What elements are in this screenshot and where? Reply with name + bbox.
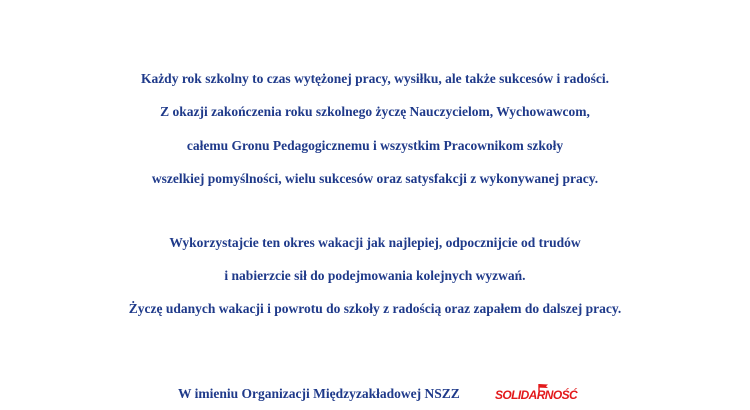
paragraph-2-line-3: Życzę udanych wakacji i powrotu do szkoły z radością oraz zapałem do dalszej pracy.: [128, 301, 622, 316]
solidarnosc-logo-icon: [494, 382, 578, 402]
signature-row: [0, 382, 750, 404]
paragraph-2-line-2: i nabierzcie sił do podejmowania kolejnych wyzwań.: [224, 268, 526, 283]
paragraph-2-line-1: Wykorzystajcie ten okres wakacji jak najlepiej, odpocznijcie od trudów: [169, 235, 581, 250]
paragraph-1-line-1: Każdy rok szkolny to czas wytężonej pracy, wysiłku, ale także sukcesów i radości.: [140, 71, 610, 86]
paragraph-1-line-3: całemu Gronu Pedagogicznemu i wszystkim Pracownikom szkoły: [186, 138, 564, 153]
paragraph-1-line-4: wszelkiej pomyślności, wielu sukcesów oraz satysfakcji z wykonywanej pracy.: [151, 171, 599, 186]
logo-lettering: SOLIDARNOŚĆ: [494, 388, 578, 402]
paragraph-1-line-2: Z okazji zakończenia roku szkolnego życzę Nauczycielom, Wychowawcom,: [160, 104, 590, 119]
signature-text: W imieniu Organizacji Międzyzakładowej NSZZ: [178, 386, 460, 401]
